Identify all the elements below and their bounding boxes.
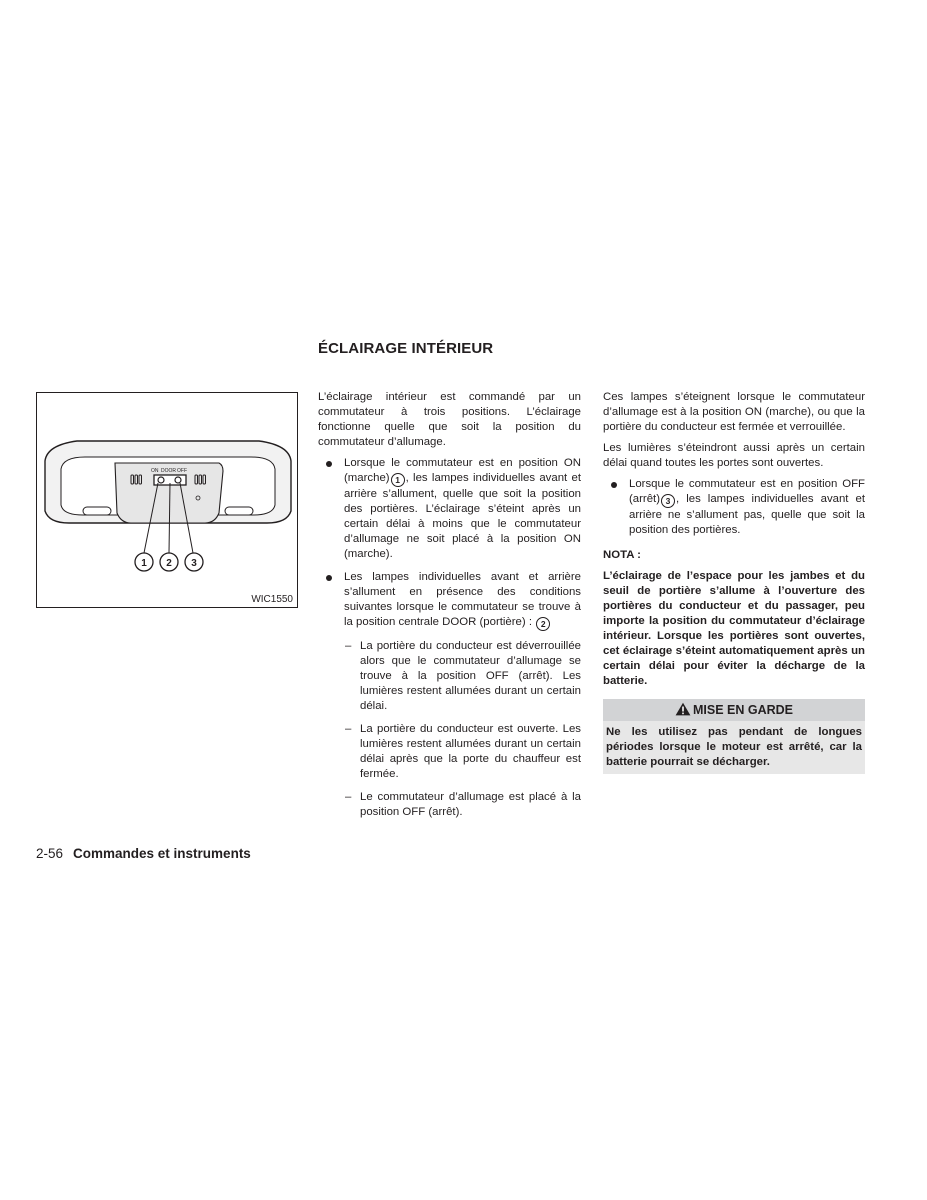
- callout-2-icon: 2: [536, 617, 550, 631]
- switch-label-door: DOOR: [161, 468, 176, 474]
- bullet-off-position: Lorsque le commutateur est en position OFF (arrêt) 3 , les lampes individuelles avant et arrière ne s’allument pas, quelle que soit la position des portières.: [603, 477, 865, 538]
- switch-label-on: ON: [151, 468, 159, 474]
- warning-body: Ne les utilisez pas pendant de longues périodes lorsque le moteur est arrêté, car la batterie pourrait se décharger.: [606, 726, 862, 768]
- warning-triangle-icon: [675, 702, 691, 716]
- warning-title: MISE EN GARDE: [692, 703, 793, 717]
- svg-text:1: 1: [141, 558, 147, 569]
- intro-paragraph: L’éclairage intérieur est commandé par un commutateur à trois positions. L’éclairage fonctionne quelle que soit la position du commutateur d’allumage.: [318, 391, 581, 448]
- callout-2: [160, 553, 178, 571]
- interior-light-illustration: [37, 393, 297, 607]
- warning-header: [603, 699, 865, 721]
- middle-column: [318, 390, 581, 820]
- interior-light-figure: [36, 392, 298, 608]
- callout-1-icon: 1: [391, 473, 405, 487]
- bullet-dot-icon: [611, 482, 617, 488]
- section-title: Commandes et instruments: [73, 846, 251, 861]
- section-heading: ÉCLAIRAGE INTÉRIEUR: [318, 340, 494, 357]
- callout-1: [135, 553, 153, 571]
- warning-box: [603, 699, 865, 774]
- bullet-dot-icon: [326, 461, 332, 467]
- right-column: [603, 390, 865, 774]
- note-title: NOTA :: [603, 549, 641, 561]
- bullet-door-position: Les lampes individuelles avant et arrière s’allument en présence des conditions suivantes lorsque le commutateur se trouve à la position centrale DOOR (portière) : 2: [318, 570, 581, 631]
- callout-3: [185, 553, 203, 571]
- figure-label: WIC1550: [251, 594, 293, 605]
- lights-off-paragraph: Ces lampes s’éteignent lorsque le commutateur d’allumage est à la position ON (marche), ou que la portière du conducteur est fermée et verrouillée.: [603, 391, 865, 433]
- doors-open-paragraph: Les lumières s’éteindront aussi après un certain délai quand toutes les portes sont ouvertes.: [603, 442, 865, 469]
- dash-item-2: – La portière du conducteur est ouverte. Les lumières restent allumées durant un certain délai après que la porte du chauffeur est fermée.: [345, 723, 581, 780]
- page-footer: [36, 846, 251, 861]
- callout-3-icon: 3: [661, 494, 675, 508]
- bullet-on-position: Lorsque le commutateur est en position ON (marche) 1 , les lampes individuelles avant et arrière s’allument, quelle que soit la position des portières. L’éclairage s’éteint après un certain délai à moins que le commutateur d’allumage ne soit placé à la position ON (marche).: [318, 456, 581, 562]
- svg-text:2: 2: [166, 558, 172, 569]
- note-body: L’éclairage de l’espace pour les jambes et du seuil de portière s’allume à l’ouverture des portières du conducteur et du passager, peu importe la position du commutateur d’éclairage intérieur. Lorsque les portières sont ouvertes, cet éclairage s’éteint automatiquement après un certain délai pour éviter la décharge de la batterie.: [603, 570, 865, 687]
- right-lamp-slot: [225, 507, 253, 515]
- dash-item-3: – Le commutateur d’allumage est placé à la position OFF (arrêt).: [345, 791, 581, 818]
- switch-label-off: OFF: [177, 468, 187, 474]
- svg-text:3: 3: [191, 558, 197, 569]
- bullet-dot-icon: [326, 575, 332, 581]
- dash-item-1: – La portière du conducteur est déverrouillée alors que le commutateur d’allumage se trouve à la position OFF (arrêt). Les lumières restent allumées durant un certain délai.: [345, 640, 581, 712]
- left-lamp-slot: [83, 507, 111, 515]
- page-number: 2-56: [36, 846, 64, 861]
